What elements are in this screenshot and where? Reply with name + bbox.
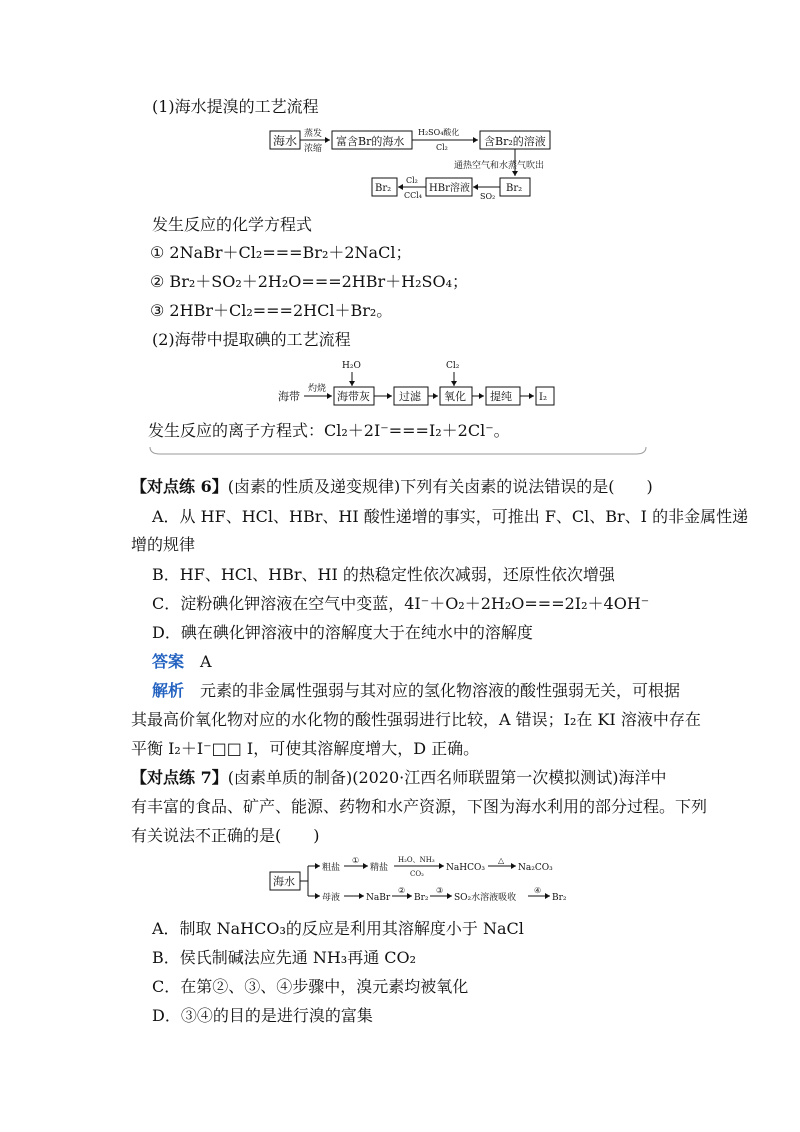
d2-box-filter: 过滤 bbox=[399, 390, 421, 403]
d1-box-br2: Br₂ bbox=[506, 183, 523, 194]
d3-na2co3: Na₂CO₃ bbox=[518, 863, 553, 873]
q7-option-c: C．在第②、③、④步骤中，溴元素均被氧化 bbox=[152, 977, 469, 996]
d2-label-cl2: Cl₂ bbox=[446, 361, 460, 371]
q6-option-d: D．碘在碘化钾溶液中的溶解度大于在纯水中的溶解度 bbox=[152, 623, 533, 642]
explanation-label: 解析 bbox=[152, 681, 185, 700]
d1-label-blow: 通热空气和水蒸气吹出 bbox=[454, 161, 545, 171]
answer-value: A bbox=[200, 652, 212, 671]
q7-stem-2: 有丰富的食品、矿产、能源、药物和水产资源，下图为海水利用的部分过程。下列 bbox=[131, 797, 708, 816]
section1-heading: (1)海水提溴的工艺流程 bbox=[152, 97, 319, 116]
q6-explanation-3: 平衡 I₂＋I⁻□□ I，可使其溶解度增大，D 正确。 bbox=[131, 739, 480, 758]
d1-label-ccl4: CCl₄ bbox=[404, 191, 423, 200]
q7-option-d: D．③④的目的是进行溴的富集 bbox=[152, 1006, 373, 1025]
d1-box-seawater: 海水 bbox=[273, 134, 298, 148]
d2-label-burn: 灼烧 bbox=[308, 384, 327, 394]
d3-step-1: ① bbox=[352, 856, 360, 865]
bracket-decoration bbox=[148, 446, 648, 458]
d2-box-ash: 海带灰 bbox=[337, 390, 370, 403]
answer-label: 答案 bbox=[152, 652, 185, 671]
d3-nahco3: NaHCO₃ bbox=[446, 863, 485, 873]
d3-mother-liquor: 母液 bbox=[322, 893, 341, 903]
q7-option-b: B．侯氏制碱法应先通 NH₃再通 CO₂ bbox=[152, 948, 417, 967]
q6-stem bbox=[131, 476, 653, 498]
d1-label-cl2: Cl₂ bbox=[436, 143, 448, 152]
q6-stem-text: (卤素的性质及递变规律)下列有关卤素的说法错误的是( ) bbox=[227, 477, 653, 496]
d2-box-purify: 提纯 bbox=[490, 390, 512, 403]
d3-so2-absorb: SO₂水溶液吸收 bbox=[454, 893, 517, 903]
d1-label-so2: SO₂ bbox=[480, 192, 496, 201]
d3-label-co2: CO₂ bbox=[410, 870, 424, 878]
q7-stem-text: (卤素单质的制备)(2020·江西名师联盟第一次模拟测试)海洋中 bbox=[227, 768, 667, 787]
q6-option-b: B．HF、HCl、HBr、HI 的热稳定性依次减弱，还原性依次增强 bbox=[152, 565, 615, 584]
d3-step-4: ④ bbox=[534, 886, 542, 895]
equation-2: ② Br₂＋SO₂＋2H₂O===2HBr＋H₂SO₄； bbox=[150, 272, 469, 291]
d3-br2: Br₂ bbox=[414, 893, 429, 903]
q6-option-a: A．从 HF、HCl、HBr、HI 酸性递增的事实，可推出 F、Cl、Br、I 的非金属性递 bbox=[152, 507, 749, 526]
q6-answer bbox=[152, 651, 212, 673]
q7-stem-1 bbox=[131, 767, 667, 789]
d3-nabr: NaBr bbox=[366, 893, 391, 903]
d2-box-i2: I₂ bbox=[539, 392, 547, 403]
d3-crude-salt: 粗盐 bbox=[322, 863, 341, 873]
eq-intro: 发生反应的化学方程式 bbox=[152, 215, 313, 234]
d2-box-oxidize: 氧化 bbox=[444, 390, 466, 403]
d3-refined-salt: 精盐 bbox=[370, 863, 389, 873]
d3-step-2: ② bbox=[398, 886, 406, 895]
q6-option-c: C．淀粉碘化钾溶液在空气中变蓝，4I⁻＋O₂＋2H₂O===2I₂＋4OH⁻ bbox=[152, 594, 650, 613]
d3-step-3: ③ bbox=[436, 886, 444, 895]
d1-box-hbr: HBr溶液 bbox=[429, 183, 470, 194]
explanation-text-1: 元素的非金属性强弱与其对应的氢化物溶液的酸性强弱无关，可根据 bbox=[200, 681, 681, 700]
q7-tag: 【对点练 7】 bbox=[131, 768, 228, 787]
d3-heat: △ bbox=[498, 856, 505, 865]
seawater-flow-diagram bbox=[268, 852, 578, 908]
q6-option-a-cont: 增的规律 bbox=[131, 535, 196, 554]
equation-3: ③ 2HBr＋Cl₂===2HCl＋Br₂。 bbox=[150, 301, 393, 320]
q7-stem-3: 有关说法不正确的是( ) bbox=[131, 826, 320, 845]
d1-label-evap: 蒸发 bbox=[304, 129, 323, 139]
q6-explanation-1 bbox=[152, 680, 680, 702]
d3-br2-final: Br₂ bbox=[552, 893, 567, 903]
equation-1: ① 2NaBr＋Cl₂===Br₂＋2NaCl； bbox=[150, 243, 412, 262]
q6-tag: 【对点练 6】 bbox=[131, 477, 228, 496]
q7-option-a: A．制取 NaHCO₃的反应是利用其溶解度小于 NaCl bbox=[152, 919, 524, 938]
d1-box-br-seawater: 富含Br的海水 bbox=[336, 135, 405, 148]
q6-explanation-2: 其最高价氧化物对应的水化物的酸性强弱进行比较，A 错误；I₂在 KI 溶液中存在 bbox=[131, 710, 701, 729]
d3-label-h2o-nh3: H₂O、NH₃ bbox=[398, 856, 435, 864]
d1-label-conc: 浓缩 bbox=[304, 144, 323, 154]
d3-box-seawater: 海水 bbox=[273, 875, 295, 888]
d1-box-br2-final: Br₂ bbox=[375, 183, 392, 194]
d1-label-acid: H₂SO₄酸化 bbox=[418, 128, 460, 137]
bromine-flow-diagram bbox=[268, 124, 588, 202]
d2-start: 海带 bbox=[278, 390, 300, 403]
d1-box-br2-sol: 含Br₂的溶液 bbox=[484, 135, 546, 148]
d2-label-h2o: H₂O bbox=[342, 361, 361, 371]
iodine-flow-diagram bbox=[276, 358, 576, 410]
d1-label-cl2b: Cl₂ bbox=[406, 176, 418, 185]
ionic-equation: 发生反应的离子方程式：Cl₂＋2I⁻===I₂＋2Cl⁻。 bbox=[148, 421, 510, 440]
section2-heading: (2)海带中提取碘的工艺流程 bbox=[152, 330, 351, 349]
